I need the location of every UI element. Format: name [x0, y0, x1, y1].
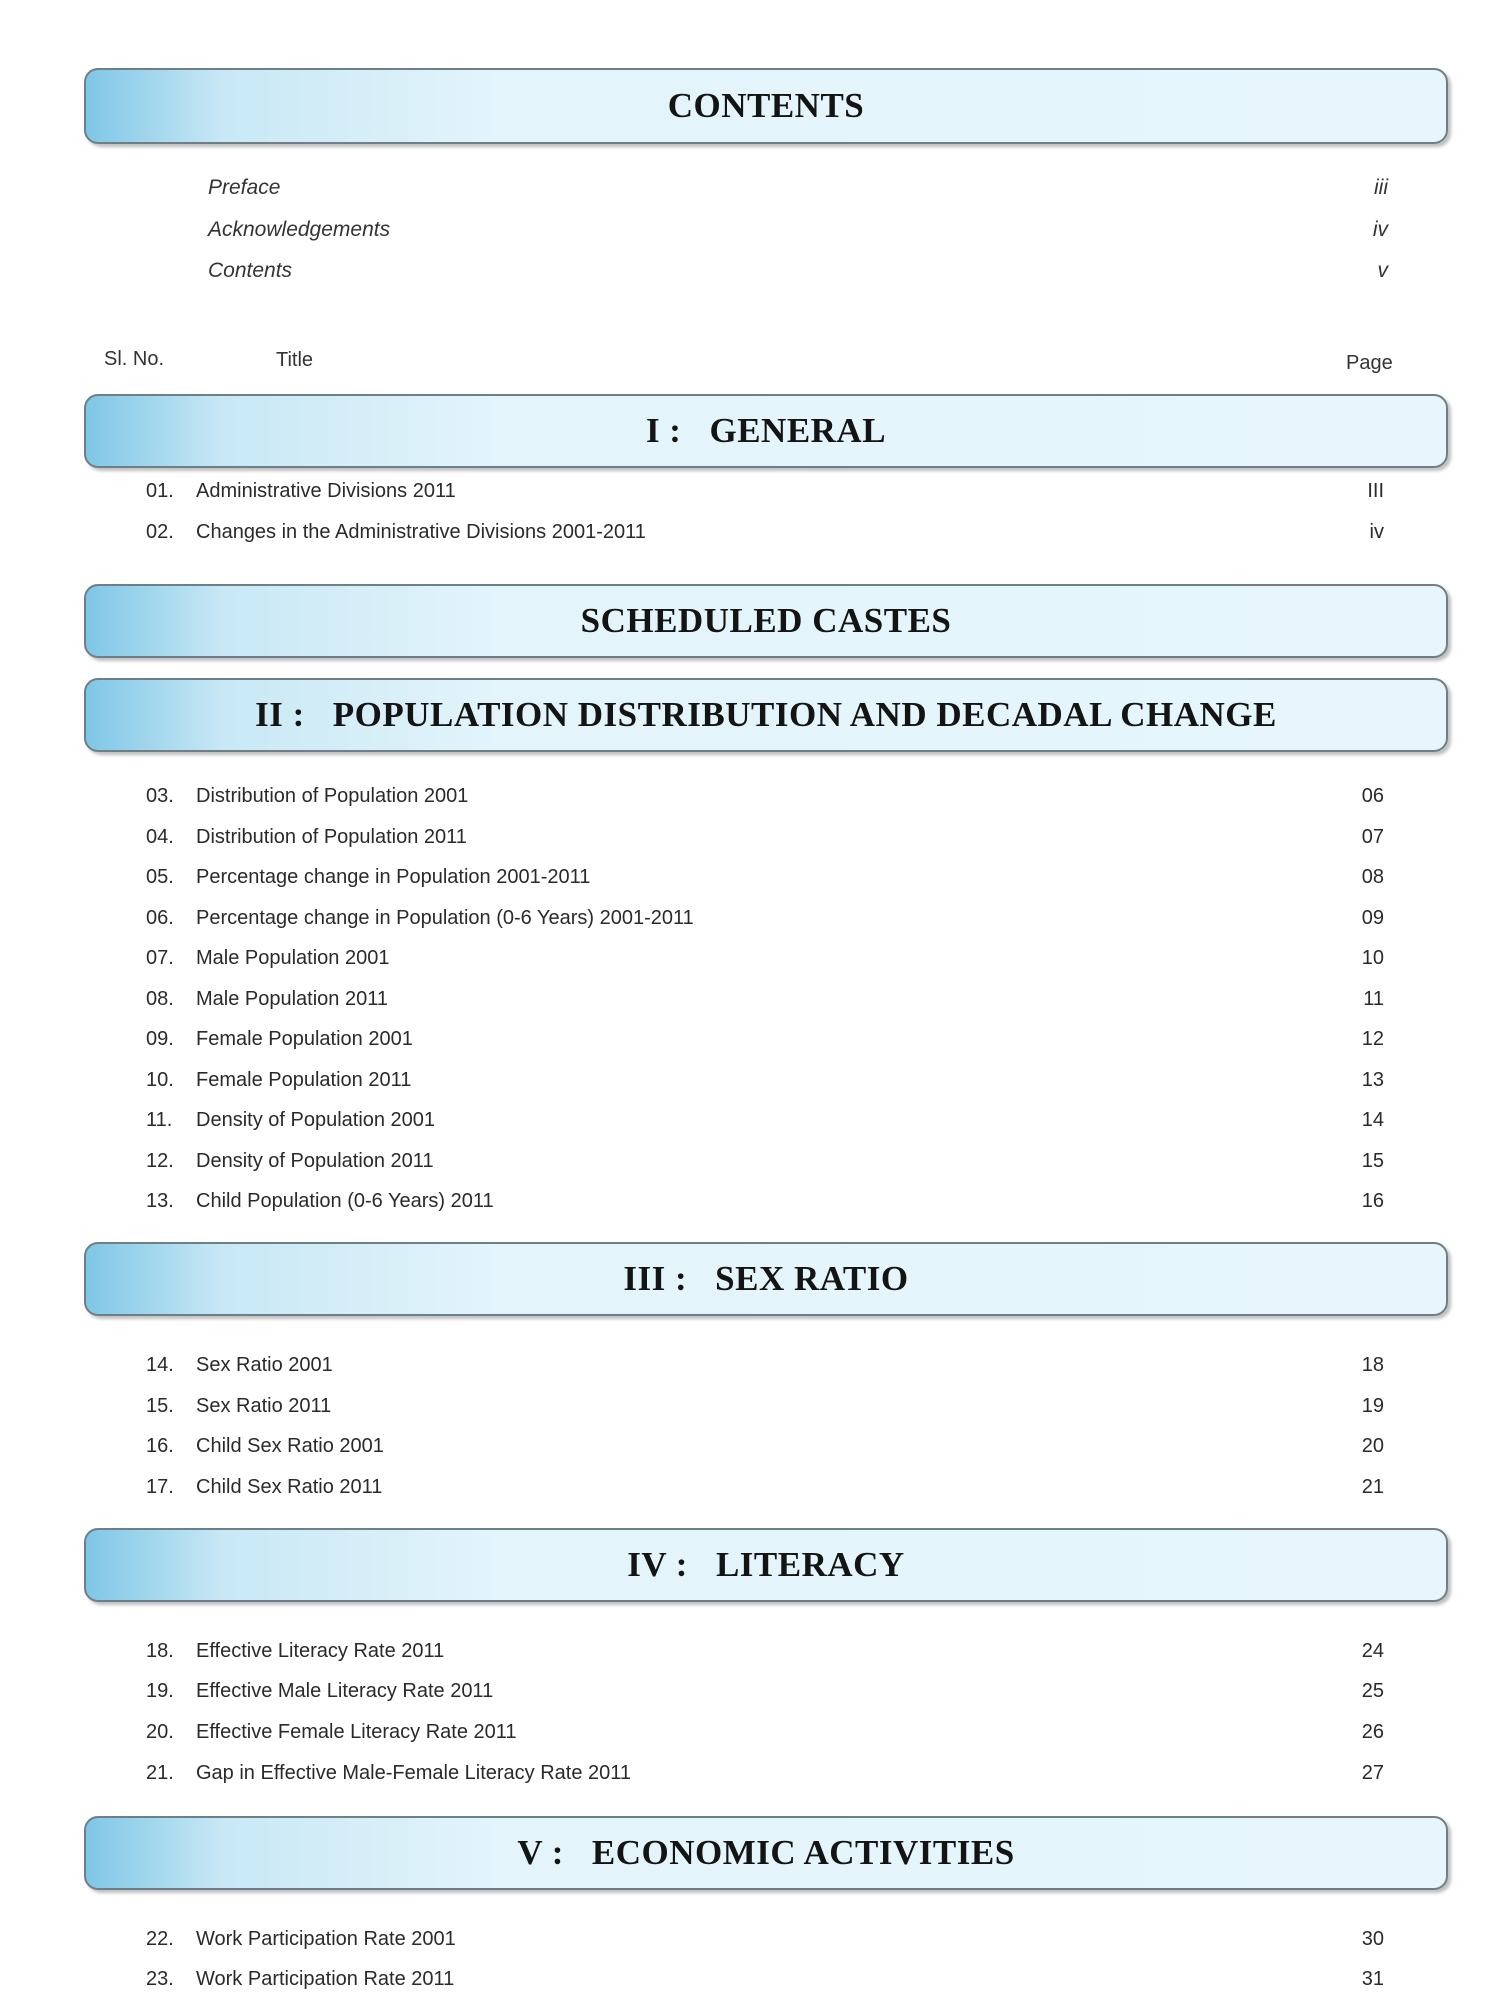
entry-number: 07.: [146, 947, 174, 969]
toc-entry[interactable]: [146, 1968, 1384, 1991]
toc-entry[interactable]: [146, 1762, 1384, 1785]
entry-number: 15.: [146, 1395, 174, 1417]
entry-page: iv: [1369, 521, 1384, 543]
toc-entry[interactable]: [146, 1190, 1384, 1213]
section-banner-literacy: [84, 1528, 1448, 1602]
entry-title: Sex Ratio 2011: [196, 1395, 332, 1417]
entry-title: Changes in the Administrative Divisions 2001-2011: [196, 521, 646, 543]
toc-entry[interactable]: [146, 947, 1384, 970]
entry-number: 04.: [146, 826, 174, 848]
toc-entry[interactable]: [146, 1150, 1384, 1173]
prelim-contents[interactable]: [208, 259, 1388, 283]
section-title: ECONOMIC ACTIVITIES: [591, 1833, 1015, 1872]
entry-number: 11.: [146, 1109, 173, 1131]
entry-page: 24: [1361, 1640, 1384, 1662]
entry-number: 20.: [146, 1721, 174, 1743]
toc-entry[interactable]: [146, 1354, 1384, 1377]
entry-title: Effective Literacy Rate 2011: [196, 1640, 445, 1662]
entry-title: Female Population 2011: [196, 1069, 412, 1091]
entry-number: 17.: [146, 1476, 174, 1498]
entry-number: 16.: [146, 1435, 174, 1457]
entry-page: III: [1367, 480, 1384, 502]
section-banner-general: [84, 394, 1448, 468]
toc-entry[interactable]: [146, 907, 1384, 930]
entry-title: Child Sex Ratio 2001: [196, 1435, 384, 1457]
section-title: SEX RATIO: [715, 1259, 909, 1298]
entry-page: 07: [1361, 826, 1384, 848]
entry-number: 01.: [146, 480, 174, 502]
section-banner-population: [84, 678, 1448, 752]
entry-number: 02.: [146, 521, 174, 543]
entry-page: 10: [1361, 947, 1384, 969]
entry-number: 09.: [146, 1028, 174, 1050]
toc-entry[interactable]: [146, 1721, 1384, 1744]
column-header-page: Page: [1346, 352, 1393, 374]
entry-page: 09: [1361, 907, 1384, 929]
entry-title: Percentage change in Population (0-6 Years) 2001-2011: [196, 907, 694, 929]
entry-number: 18.: [146, 1640, 174, 1662]
toc-entry[interactable]: [146, 521, 1384, 544]
toc-entry[interactable]: [146, 826, 1384, 849]
toc-entry[interactable]: [146, 1028, 1384, 1051]
toc-entry[interactable]: [146, 1476, 1384, 1499]
entry-number: 03.: [146, 785, 174, 807]
prelim-acknowledgements[interactable]: [208, 218, 1388, 242]
toc-entry[interactable]: [146, 1680, 1384, 1703]
entry-title: Child Sex Ratio 2011: [196, 1476, 383, 1498]
prelim-title: Preface: [208, 176, 281, 199]
section-number: IV :: [627, 1545, 688, 1584]
entry-page: 25: [1361, 1680, 1384, 1702]
entry-title: Distribution of Population 2001: [196, 785, 469, 807]
entry-page: 08: [1361, 866, 1384, 888]
entry-number: 13.: [146, 1190, 174, 1212]
entry-title: Work Participation Rate 2001: [196, 1928, 456, 1950]
entry-page: 16: [1361, 1190, 1384, 1212]
entry-page: 06: [1361, 785, 1384, 807]
prelim-page: v: [1377, 259, 1388, 282]
section-banner-economic: [84, 1816, 1448, 1890]
entry-title: Male Population 2001: [196, 947, 390, 969]
section-title: SCHEDULED CASTES: [580, 601, 952, 640]
toc-entry[interactable]: [146, 1395, 1384, 1418]
column-header-sl: Sl. No.: [104, 348, 165, 370]
prelim-title: Contents: [208, 259, 293, 282]
entry-page: 11: [1363, 988, 1384, 1010]
entry-number: 14.: [146, 1354, 174, 1376]
section-number: II :: [255, 695, 305, 734]
entry-title: Male Population 2011: [196, 988, 388, 1010]
toc-entry[interactable]: [146, 866, 1384, 889]
prelim-title: Acknowledgements: [208, 218, 391, 241]
entry-number: 21.: [146, 1762, 174, 1784]
entry-page: 14: [1361, 1109, 1384, 1131]
entry-title: Sex Ratio 2001: [196, 1354, 333, 1376]
entry-number: 23.: [146, 1968, 174, 1990]
entry-title: Gap in Effective Male-Female Literacy Rate 2011: [196, 1762, 632, 1784]
entry-title: Female Population 2001: [196, 1028, 413, 1050]
entry-title: Density of Population 2001: [196, 1109, 436, 1131]
entry-number: 08.: [146, 988, 174, 1010]
section-title: GENERAL: [709, 411, 887, 450]
entry-page: 21: [1361, 1476, 1384, 1498]
entry-page: 15: [1361, 1150, 1384, 1172]
toc-entry[interactable]: [146, 1640, 1384, 1663]
toc-entry[interactable]: [146, 785, 1384, 808]
entry-title: Distribution of Population 2011: [196, 826, 467, 848]
section-number: V :: [517, 1833, 564, 1872]
section-title: LITERACY: [715, 1545, 905, 1584]
toc-entry[interactable]: [146, 1109, 1384, 1132]
prelim-page: iii: [1374, 176, 1388, 199]
toc-entry[interactable]: [146, 988, 1384, 1011]
entry-title: Child Population (0-6 Years) 2011: [196, 1190, 494, 1212]
entry-page: 20: [1361, 1435, 1384, 1457]
section-number: I :: [645, 411, 682, 450]
entry-page: 12: [1361, 1028, 1384, 1050]
section-banner-sex-ratio: [84, 1242, 1448, 1316]
toc-entry[interactable]: [146, 480, 1384, 503]
entry-page: 31: [1361, 1968, 1384, 1990]
section-title: POPULATION DISTRIBUTION AND DECADAL CHANGE: [332, 695, 1277, 734]
toc-entry[interactable]: [146, 1928, 1384, 1951]
entry-title: Density of Population 2011: [196, 1150, 434, 1172]
entry-title: Percentage change in Population 2001-2011: [196, 866, 591, 888]
column-header-title: Title: [276, 349, 314, 371]
entry-number: 12.: [146, 1150, 174, 1172]
entry-title: Effective Female Literacy Rate 2011: [196, 1721, 517, 1743]
section-banner-scheduled-castes: [84, 584, 1448, 658]
entry-page: 30: [1361, 1928, 1384, 1950]
entry-page: 13: [1361, 1069, 1384, 1091]
entry-title: Administrative Divisions 2011: [196, 480, 456, 502]
entry-page: 27: [1361, 1762, 1384, 1784]
entry-page: 26: [1361, 1721, 1384, 1743]
prelim-preface[interactable]: [208, 176, 1388, 200]
entry-title: Effective Male Literacy Rate 2011: [196, 1680, 494, 1702]
toc-entry[interactable]: [146, 1069, 1384, 1092]
entry-number: 05.: [146, 866, 174, 888]
entry-page: 18: [1361, 1354, 1384, 1376]
entry-number: 22.: [146, 1928, 174, 1950]
section-number: III :: [623, 1259, 688, 1298]
entry-title: Work Participation Rate 2011: [196, 1968, 455, 1990]
contents-banner: [84, 68, 1448, 144]
entry-number: 10.: [146, 1069, 174, 1091]
toc-entry[interactable]: [146, 1435, 1384, 1458]
entry-number: 19.: [146, 1680, 174, 1702]
contents-title: CONTENTS: [667, 86, 865, 125]
entry-number: 06.: [146, 907, 174, 929]
entry-page: 19: [1361, 1395, 1384, 1417]
prelim-page: iv: [1372, 218, 1388, 241]
